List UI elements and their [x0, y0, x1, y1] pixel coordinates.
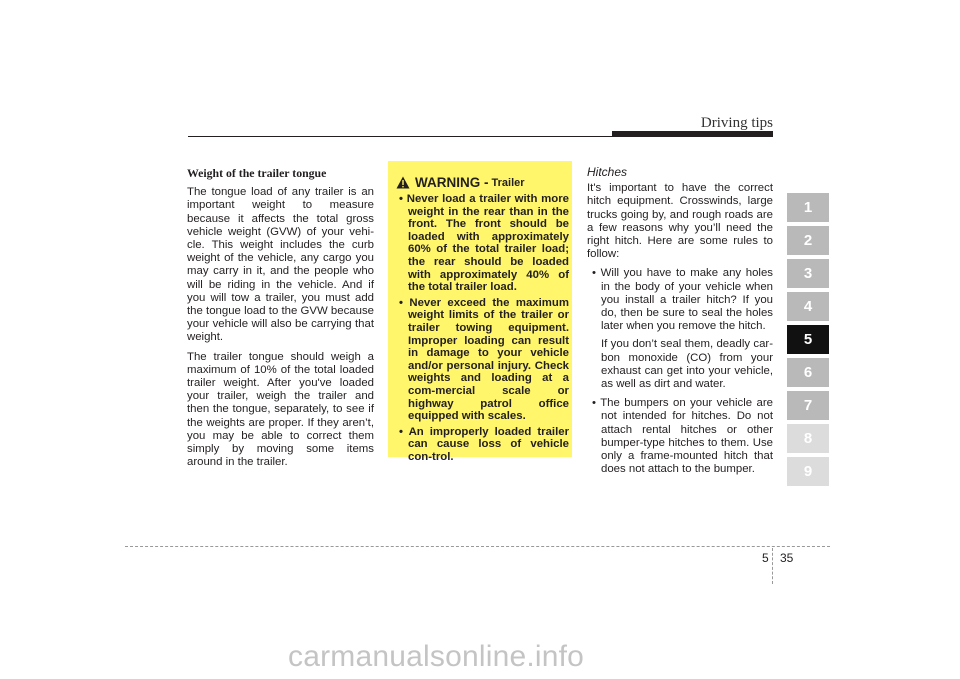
warning-item: • Never load a trailer with more weight in the rear than in the front. The front should be loaded with approximately 60% of the total trailer load; the rear should be loaded with approximately 40% of the total trailer load.	[399, 193, 570, 294]
chapter-tab-9[interactable]: 9	[787, 457, 829, 486]
warning-triangle-icon	[396, 176, 410, 189]
section-title: Driving tips	[700, 115, 773, 131]
warning-subtitle: Trailer	[491, 176, 525, 189]
warning-item: • An improperly loaded trailer can cause loss of vehicle con-trol.	[399, 425, 569, 463]
chapter-tab-2[interactable]: 2	[787, 226, 829, 255]
tongue-weight-heading: Weight of the trailer tongue	[187, 166, 327, 180]
tongue-weight-paragraph-2: The trailer tongue should weigh a maximum of 10% of the total loaded trailer weight. After you've loaded your trailer, weigh the trailer and then the tongue, separately, to see if the weights are proper. If they aren’t, you may be able to correct them simply by moving some items around in the trailer.	[187, 350, 374, 469]
warning-title: WARNING -	[415, 175, 489, 190]
page-chapter-number: 5	[762, 551, 769, 565]
warning-header	[396, 175, 525, 190]
footer-rule	[125, 546, 830, 547]
warning-list	[394, 193, 569, 466]
hitches-heading: Hitches	[587, 165, 628, 179]
hitches-bullet: • The bumpers on your vehicle are not intended for hitches. Do not attach rental hitches or other bumper-type hitches to them. Use only a frame-mounted hitch that does not attach to the bumper.	[592, 397, 773, 476]
header-rule-accent	[612, 131, 773, 137]
footer-divider	[772, 548, 773, 584]
chapter-tabs	[787, 193, 829, 490]
chapter-tab-3[interactable]: 3	[787, 259, 829, 288]
tongue-weight-paragraph-1: The tongue load of any trailer is an important weight to measure because it affects the total gross vehicle weight (GVW) of your vehi-cle. This weight includes the curb weight of the vehicle, any cargo you may carry in it, and the people who will be riding in the vehicle. And if you will tow a trailer, you must add the tongue load to the GVW because your vehicle will also be carrying that weight.	[187, 186, 374, 344]
chapter-tab-4[interactable]: 4	[787, 292, 829, 321]
chapter-tab-5[interactable]: 5	[787, 325, 829, 354]
page-number: 35	[780, 551, 794, 565]
hitches-bullet-note: If you don’t seal them, deadly car-bon monoxide (CO) from your exhaust can get into your vehicle, as well as dirt and water.	[601, 338, 773, 391]
watermark: carmanualsonline.info	[288, 640, 585, 673]
chapter-tab-6[interactable]: 6	[787, 358, 829, 387]
chapter-tab-8[interactable]: 8	[787, 424, 829, 453]
right-column	[587, 166, 773, 482]
left-column	[187, 167, 374, 475]
chapter-tab-1[interactable]: 1	[787, 193, 829, 222]
hitches-list	[587, 267, 773, 476]
chapter-tab-7[interactable]: 7	[787, 391, 829, 420]
trailer-warning-box	[388, 161, 572, 463]
hitches-bullet: • Will you have to make any holes in the body of your vehicle when you install a trailer hitch? If you do, then be sure to seal the holes later when you remove the hitch. If you don’t seal them, deadly car-bon monoxide (CO) from your exhaust can get into your vehicle, as well as dirt and water.	[592, 267, 773, 391]
warning-item: • Never exceed the maximum weight limits of the trailer or trailer towing equipment. Improper loading can result in damage to your vehicle and/or personal injury. Check weights and loading at a com-mercial scale or highway patrol office equipped with scales.	[399, 296, 569, 423]
hitches-intro: It's important to have the correct hitch equipment. Crosswinds, large trucks going by, and rough roads are a few reasons why you’ll need the right hitch. Here are some rules to follow:	[587, 182, 773, 261]
